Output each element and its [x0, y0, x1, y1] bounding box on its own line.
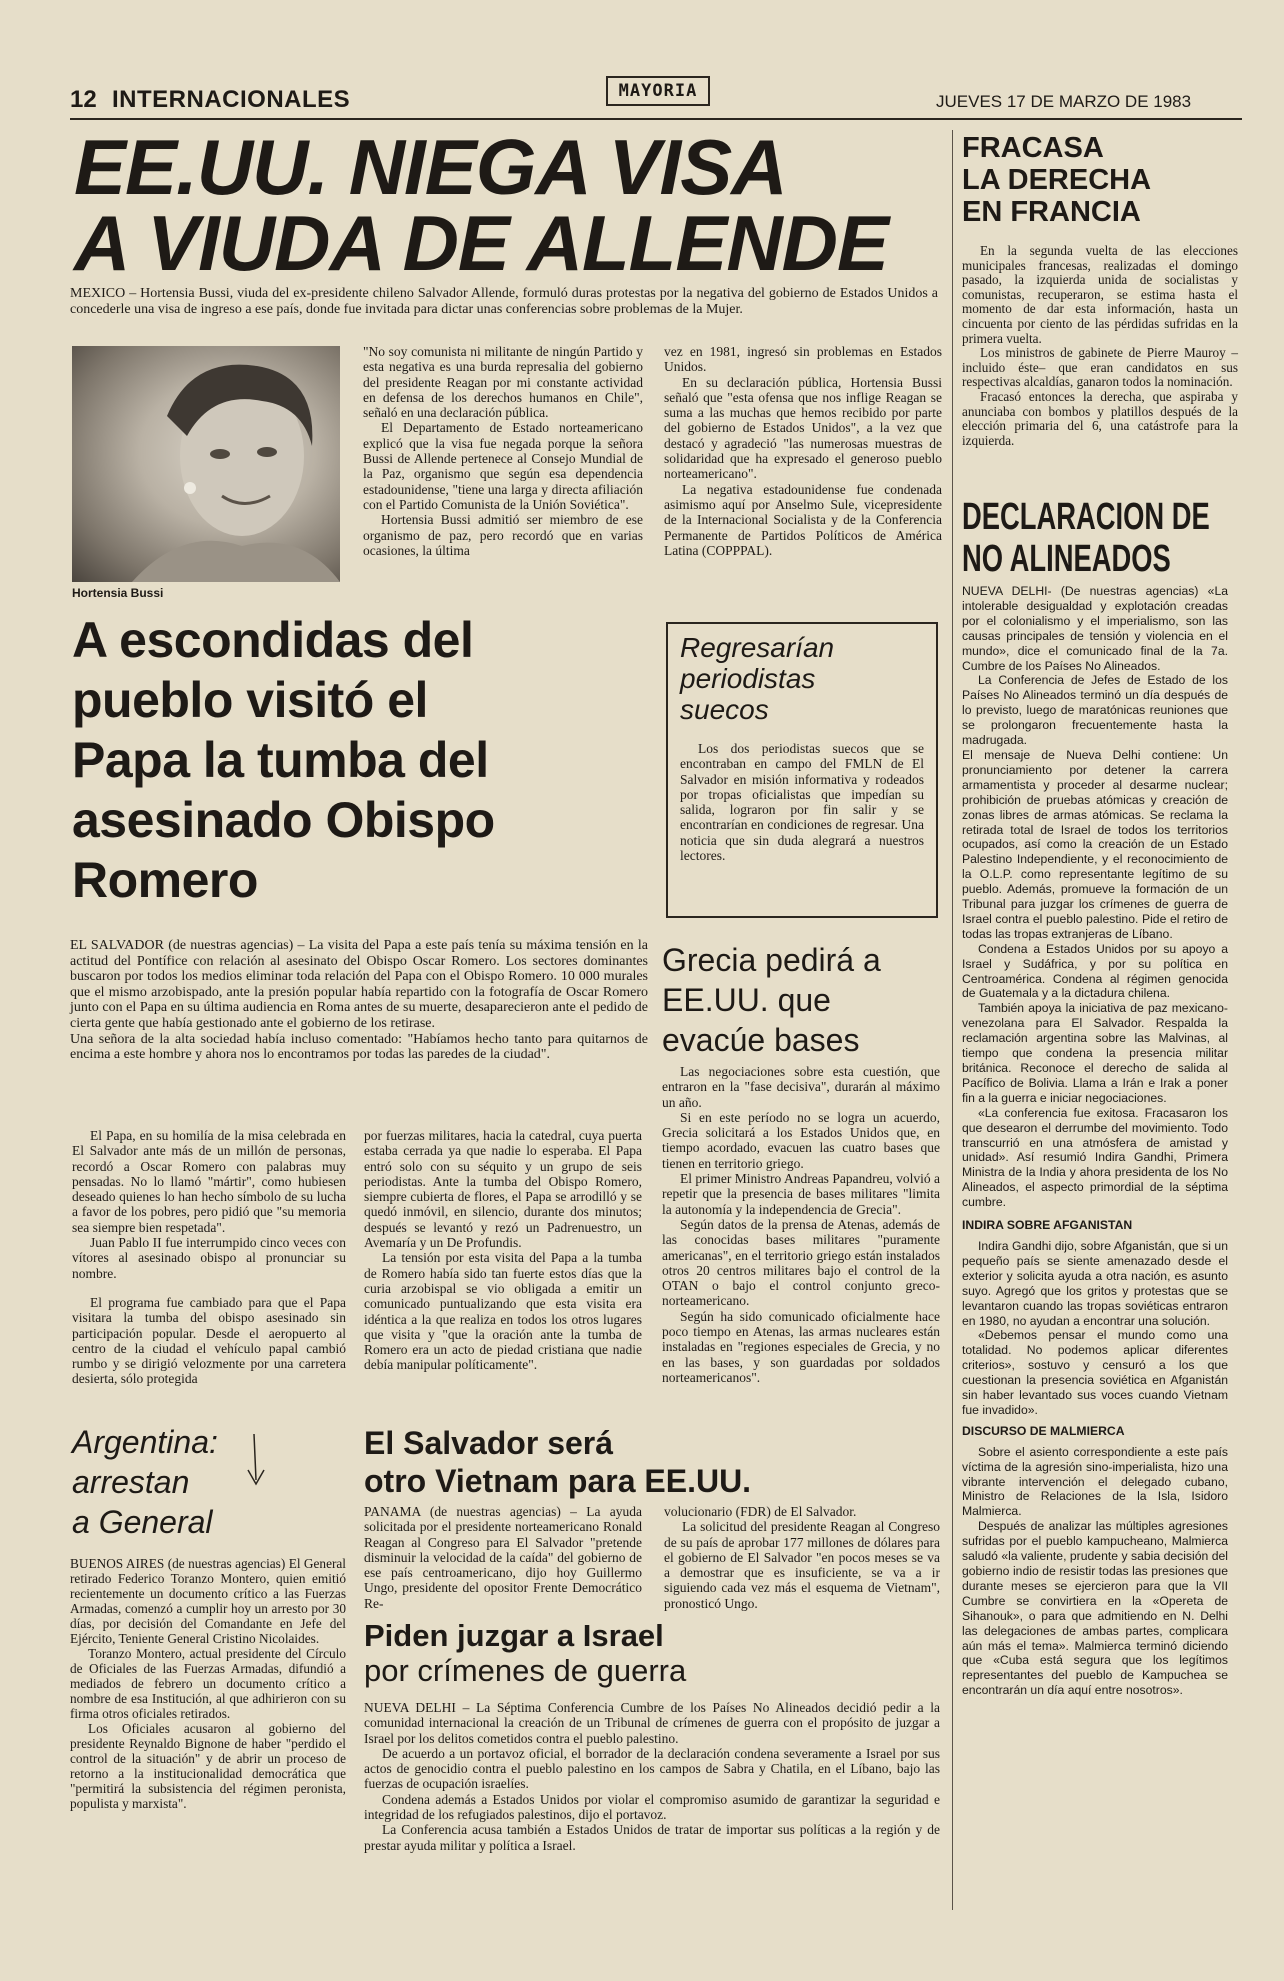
israel-headline — [364, 1618, 686, 1688]
alineados-p: «La conferencia fue exitosa. Fracasaron los que desearon el derrumbe del movimiento. Todo transcurrió en una atmósfera de amistad y unidad». Así resumió Indira Gandhi, Primera Ministra de la India y ahora presidenta de los No Alineados, el aspecto primordial de la séptima cumbre. — [962, 1105, 1228, 1210]
suecos-box — [666, 622, 938, 918]
portrait-illustration — [72, 346, 340, 582]
argentina-headline-line: a General — [72, 1504, 213, 1540]
alineados-p: El mensaje de Nueva Delhi contiene: Un pronunciamiento por detener la carrera armamentista y proceder al desarme nuclear; prohibición de pruebas atómicas y creación de zonas libres de armas atómicas. Se reclama la retirada total de Israel de todos los territorios ocupados, así como la creación de un Estado Palestino Independiente, y el reconocimiento de la O.L.P. como representante legítimo de su pueblo. Además, promueve la formación de un Tribunal para juzgar los crímenes de guerra de Israel contra el pueblo palestino. Pide el retiro de todas las tropas extranjeras de Líbano. — [962, 747, 1228, 941]
alineados-p: Condena a Estados Unidos por su apoyo a Israel y Sudáfrica, y por su política en Centroamérica. Condena al régimen genocida de Guatemala y a la dictadura chilena. — [962, 941, 1228, 1001]
alineados-p: La Conferencia de Jefes de Estado de los Países No Alineados terminó un día después de lo previsto, luego de maratónicas reuniones que se prolongaron frecuentemente hasta la madrugada. — [962, 673, 1228, 748]
grecia-body — [662, 1064, 940, 1385]
alineados-headline-line: DECLARACION DE — [962, 496, 1210, 538]
francia-p: Los ministros de gabinete de Pierre Mauroy –incluido éste– que eran candidatos en sus respectivas alcaldías, ganaron todos la nominación. — [962, 345, 1238, 390]
alineados-p: También apoya la iniciativa de paz mexicano-venezolana para El Salvador. Respalda la reclamación argentina sobre las Malvinas, al tiempo que condena la presencia militar británica. Reconoce el derecho de salida al Pacífico de Bolivia. Llama a Irán e Irak a poner fin a la guerra e iniciar negociaciones. — [962, 1001, 1228, 1105]
lead-col1-p2: El Departamento de Estado norteamericano explicó que la visa fue negada porque la señora Bussi de Allende pertenece al Consejo Mundial de la Paz, organismo que según esa dependencia estadounidense, "tiene una larga y directa afiliación con el Partido Comunista de la Unión Soviética". — [363, 420, 643, 512]
newspaper-logo — [606, 76, 710, 106]
francia-body — [962, 244, 1238, 448]
malmierca-subhead: DISCURSO DE MALMIERCA — [962, 1423, 1125, 1438]
israel-headline-line: Piden juzgar a Israel — [364, 1618, 664, 1653]
column-divider — [952, 130, 953, 1910]
malmierca-p: Después de analizar las múltiples agresiones sufridas por el pueblo kampucheano, Malmierca saludó «la valiente, prudente y sabia decisión del gobierno indio de resistir todas las presiones que durante meses se ejercieron para que la VII Cumbre se convirtiera en la «Opereta de Sihanouk», o para que admitiendo en N. Delhi las delegaciones de ambas partes, complicara aún más el tema». Malmierca terminó diciendo que «Cuba está segura que los legítimos representantes del pueblo de Kampuchea se encontrarán un día aquí entre nosotros». — [962, 1519, 1228, 1698]
suecos-headline-line: suecos — [680, 694, 769, 725]
lead-col1-p1: "No soy comunista ni militante de ningún Partido y esta negativa es una burda represalia del gobierno del presidente Reagan por mi constante actividad en defensa de los derechos humanos en Chile", señaló en una declaración pública. — [363, 344, 643, 421]
vietnam-col2b: La solicitud del presidente Reagan al Congreso de su país de aprobar 177 millones de dólares para el gobierno de El Salvador "en pocos meses se va a demostrar que es insuficiente, se va a ir siguiendo cada vez más el esquema de Vietnam", pronosticó Ungo. — [664, 1519, 940, 1611]
malmierca-p: Sobre el asiento correspondiente a este país víctima de la agresión sino-imperialista, hizo una vibrante intervención el delegado cubano, Ministro de Relaciones de la Isla, Isidoro Malmierca. — [962, 1444, 1228, 1519]
vietnam-column-2 — [664, 1504, 940, 1611]
suecos-headline-line: periodistas — [680, 663, 816, 694]
down-arrow-icon — [240, 1430, 270, 1490]
hortensia-bussi-photo — [72, 346, 340, 582]
papa-col2-p1: por fuerzas militares, hacia la catedral, cuya puerta estaba cerrada ya que nadie lo esperaba. El Papa entró solo con su séquito y un grupo de seis periodistas. Ante la tumba del Obispo Romero, siempre cubierta de flores, el Papa se arrodilló y se quedó inmóvil, en silencio, durante dos minutos; después se levantó y rezó un Padrenuestro, un Avemaría y un De Profundis. — [364, 1128, 642, 1251]
suecos-headline-line: Regresarían — [680, 632, 835, 663]
grecia-p: Las negociaciones sobre esta cuestión, que entraron en la "fase decisiva", durarán al máximo un año. — [662, 1064, 940, 1110]
lead-column-1 — [363, 344, 643, 558]
israel-headline-line: por crímenes de guerra — [364, 1653, 687, 1688]
argentina-body — [70, 1556, 346, 1811]
page-number: 12 — [70, 86, 97, 113]
lead-intro — [70, 286, 938, 317]
argentina-p: Toranzo Montero, actual presidente del Círculo de Oficiales de las Fuerzas Armadas, difundió a mediados de febrero un documento crítico a nombre de esa Institución, al que adhirieron con su firma otros oficiales retirados. — [70, 1646, 346, 1721]
grecia-headline — [662, 940, 881, 1060]
lead-col1-p3: Hortensia Bussi admitió ser miembro de ese organismo de paz, pero recordó que en varias ocasiones, la última — [363, 512, 643, 558]
papa-headline-line: Romero — [72, 852, 258, 908]
issue-date: JUEVES 17 DE MARZO DE 1983 — [936, 92, 1192, 111]
papa-col1-p1: El Papa, en su homilía de la misa celebrada en El Salvador ante más de un millón de personas, recordó a Oscar Romero con palabras muy pensadas. No lo llamó "mártir", como hubiesen deseado quienes lo han hecho símbolo de su lucha a favor de los pobres, pero pidió que "su memoria sea siempre bien respetada". — [72, 1128, 346, 1235]
alineados-p: NUEVA DELHI- (De nuestras agencias) «La intolerable desigualdad y explotación creadas por el colonialismo y el imperialismo, son las causas principales de tensión y violencia en el mundo», dice el comunicado final de la 7a. Cumbre de los Países No Alineados. — [962, 584, 1228, 673]
argentina-headline-line: Argentina: — [72, 1424, 218, 1460]
argentina-p: BUENOS AIRES (de nuestras agencias) El General retirado Federico Toranzo Montero, quien emitió recientemente un documento crítico a las Fuerzas Armadas, comenzó a cumplir hoy un arresto por 30 días, por decisión del Comandante en Jefe del Ejército, Teniente General Cristino Nicolaides. — [70, 1556, 346, 1646]
afganistan-p: «Debemos pensar el mundo como una totalidad. No podemos aplicar diferentes criterios», sostuvo y censuró a los que cuestionan la presencia soviética en Afganistán sin haber levantado sus voces cuando Vietnam fue invadido». — [962, 1328, 1228, 1417]
francia-p: En la segunda vuelta de las elecciones municipales francesas, realizadas el domingo pasado, la izquierda unida de socialistas y comunistas, recuperaron, se estima hasta el momento de dar esta información, hasta un cincuenta por ciento de las pérdidas sufridas en la primera vuelta. — [962, 243, 1238, 346]
lead-col2-p1: vez en 1981, ingresó sin problemas en Estados Unidos. — [664, 344, 942, 375]
israel-p: De acuerdo a un portavoz oficial, el borrador de la declaración condena severamente a Israel por sus actos de genocidio contra el pueblo palestino en los campos de Sabra y Chatila, en el Líbano, bajo las fuerzas de ocupación israelíes. — [364, 1745, 940, 1792]
lead-headline-line2: A VIUDA DE ALLENDE — [74, 199, 889, 287]
vietnam-headline-line: El Salvador será — [364, 1425, 614, 1461]
vietnam-headline — [364, 1424, 751, 1500]
francia-headline-line: EN FRANCIA — [962, 196, 1141, 228]
vietnam-col2a: volucionario (FDR) de El Salvador. — [664, 1504, 857, 1519]
israel-p: Condena además a Estados Unidos por violar el compromiso asumido de garantizar la seguridad e integridad de los refugiados palestinos, dijo el portavoz. — [364, 1791, 940, 1823]
israel-p: NUEVA DELHI – La Séptima Conferencia Cumbre de los Países No Alineados decidió pedir a la comunidad internacional la creación de un Tribunal de crímenes de guerra con el propósito de juzgar a Israel por los delitos cometidos contra el pueblo palestino. — [364, 1700, 940, 1746]
vietnam-headline-line: otro Vietnam para EE.UU. — [364, 1463, 752, 1499]
papa-intro-p2: Una señora de la alta sociedad había incluso comentado: "Habíamos hecho tanto para quitarnos de encima a este hombre y ahora nos lo encontramos por todas las paredes de la ciudad". — [70, 1031, 648, 1063]
afganistan-p: Indira Gandhi dijo, sobre Afganistán, que si un pequeño país se siente amenazado desde el exterior y solicita ayuda a otra nación, es asunto suyo. Agregó que los gritos y protestas que se levantaron cuando las tropas soviéticas entraron en 1980, no ayudan a encontrar una solución. — [962, 1238, 1228, 1328]
argentina-headline-line: arrestan — [72, 1464, 190, 1500]
papa-col1-p2: Juan Pablo II fue interrumpido cinco veces con vítores al asesinado obispo al pronunciar su nombre. — [72, 1235, 346, 1281]
papa-headline-line: A escondidas del — [72, 612, 474, 668]
grecia-p: Si en este período no se logra un acuerdo, Grecia solicitará a los Estados Unidos que, en tiempo acordado, evacuen las cuatro bases que tienen en territorio griego. — [662, 1109, 940, 1171]
suecos-headline — [680, 632, 924, 725]
grecia-p: Según datos de la prensa de Atenas, además de las conocidas bases militares "puramente americanas", en el territorio griego están instalados otros 20 centros militares bajo el control de la OTAN o bajo el control conjunto greco-norteamericano. — [662, 1216, 940, 1309]
section-title: INTERNACIONALES — [112, 86, 351, 113]
papa-col2-p2: La tensión por esta visita del Papa a la tumba de Romero había sido tan fuerte estos días que la curia arzobispal se vio obligada a emitir un comunicado puntualizando que esta visita era idéntica a la que realiza en todos los otros lugares que visita y "que la oración ante la tumba de Romero era un acto de piedad cristiana que nadie debía manipular políticamente". — [364, 1250, 642, 1373]
lead-col2-p3: La negativa estadounidense fue condenada asimismo aquí por Anselmo Sule, vicepresidente de la Internacional Socialista y de la Conferencia Permanente de Partidos Políticos de América Latina (COPPPAL). — [664, 481, 942, 558]
masthead-rule — [70, 118, 1242, 120]
francia-p: Fracasó entonces la derecha, que aspiraba y anunciaba con bombos y platillos después de la elección primaria del 6, una catástrofe para la izquierda. — [962, 388, 1238, 448]
afganistan-subhead: INDIRA SOBRE AFGANISTAN — [962, 1218, 1133, 1233]
lead-headline-line1: EE.UU. NIEGA VISA — [74, 123, 787, 211]
israel-body — [364, 1700, 940, 1853]
suecos-body: Los dos periodistas suecos que se encontraban en campo del FMLN de El Salvador en misión informativa y rodeados por tropas oficialistas que impedían su salida, lograron por fin salir y se encontrarían en condiciones de regresar. Una noticia que sin duda alegrará a nuestros lectores. — [680, 741, 924, 864]
papa-headline-line: Papa la tumba del — [72, 732, 489, 788]
grecia-p: El primer Ministro Andreas Papandreu, volvió a repetir que la presencia de bases militares "limita la autonomía y la independencia de Grecia". — [662, 1171, 940, 1217]
argentina-p: Los Oficiales acusaron al gobierno del presidente Reynaldo Bignone de haber "perdido el control de la situación" y de abrir un proceso de retorno a la institucionalidad democrática que "permitirá la subsistencia del régimen peronista, populista y marxista". — [70, 1721, 346, 1811]
papa-headline — [72, 610, 495, 910]
francia-headline-line: FRACASA — [962, 132, 1104, 164]
alineados-headline-line: NO ALINEADOS — [962, 538, 1171, 580]
papa-intro-p1: EL SALVADOR (de nuestras agencias) – La visita del Papa a este país tenía su máxima tensión en la actitud del Pontífice con relación al asesinato del Obispo Oscar Romero. Los sectores dominantes buscaron por todos los medios eliminar toda relación del Papa con el Obispo Romero. 10 000 murales que el mismo arzobispado, ante la presión popular había repartido con la fotografía de Oscar Romero junto con el Papa en su última audiencia en Roma antes de su muerte, desaparecieron ante el pedido de cierta gente que había gestionado ante el gobierno de los retirase. — [70, 938, 648, 1031]
lead-column-2 — [664, 344, 942, 558]
grecia-headline-line: evacúe bases — [662, 1022, 860, 1058]
israel-p: La Conferencia acusa también a Estados Unidos de tratar de importar sus políticas a la región y de prestar ayuda militar y política a Israel. — [364, 1822, 940, 1853]
papa-column-2 — [364, 1128, 642, 1373]
francia-headline-line: LA DERECHA — [962, 164, 1152, 196]
papa-headline-line: asesinado Obispo — [72, 792, 495, 848]
logo-text: MAYORIA — [618, 81, 698, 101]
grecia-headline-line: EE.UU. que — [662, 982, 831, 1018]
papa-column-1 — [72, 1128, 346, 1387]
lead-intro-text: MEXICO – Hortensia Bussi, viuda del ex-presidente chileno Salvador Allende, formuló duras protestas por la negativa del gobierno de Estados Unidos a concederle una visa de ingreso a ese país, donde fue invitada para dictar unas conferencias sobre problemas de la Mujer. — [70, 286, 938, 317]
francia-headline — [962, 132, 1151, 228]
papa-headline-line: pueblo visitó el — [72, 672, 428, 728]
vietnam-column-1 — [364, 1504, 642, 1611]
vietnam-col1: PANAMA (de nuestras agencias) – La ayuda solicitada por el presidente norteamericano Ronald Reagan al Congreso para El Salvador "pretende disminuir la velocidad de la caída" del gobierno de ese país centroamericano, dijo hoy Guillermo Ungo, presidente del opositor Frente Democrático Re- — [364, 1504, 642, 1611]
grecia-p: Según ha sido comunicado oficialmente hace poco tiempo en Atenas, las armas nucleares están instaladas en "regiones especiales de Grecia, y no en las bases, y son guardadas por soldados norteamericanos". — [662, 1308, 940, 1385]
papa-intro — [70, 938, 648, 1063]
alineados-body — [962, 584, 1228, 1698]
grecia-headline-line: Grecia pedirá a — [662, 942, 881, 978]
papa-col1-p3: El programa fue cambiado para que el Papa visitara la tumba del obispo asesinado sin participación popular. Desde el aeropuerto al centro de la ciudad el vehículo papal cambió rumbo y se dirigió velozmente por una carretera desierta, sólo protegida — [72, 1294, 346, 1387]
alineados-headline — [962, 496, 1210, 580]
lead-col2-p2: En su declaración pública, Hortensia Bussi señaló que "esta ofensa que nos inflige Reagan se suma a las muchas que hemos recibido por parte del gobierno de Estados Unidos", a la vez que destacó y agradeció "las numerosas muestras de solidaridad que ha expresado el generoso pueblo norteamericano". — [664, 374, 942, 482]
photo-caption: Hortensia Bussi — [72, 586, 164, 600]
argentina-headline — [72, 1422, 218, 1542]
